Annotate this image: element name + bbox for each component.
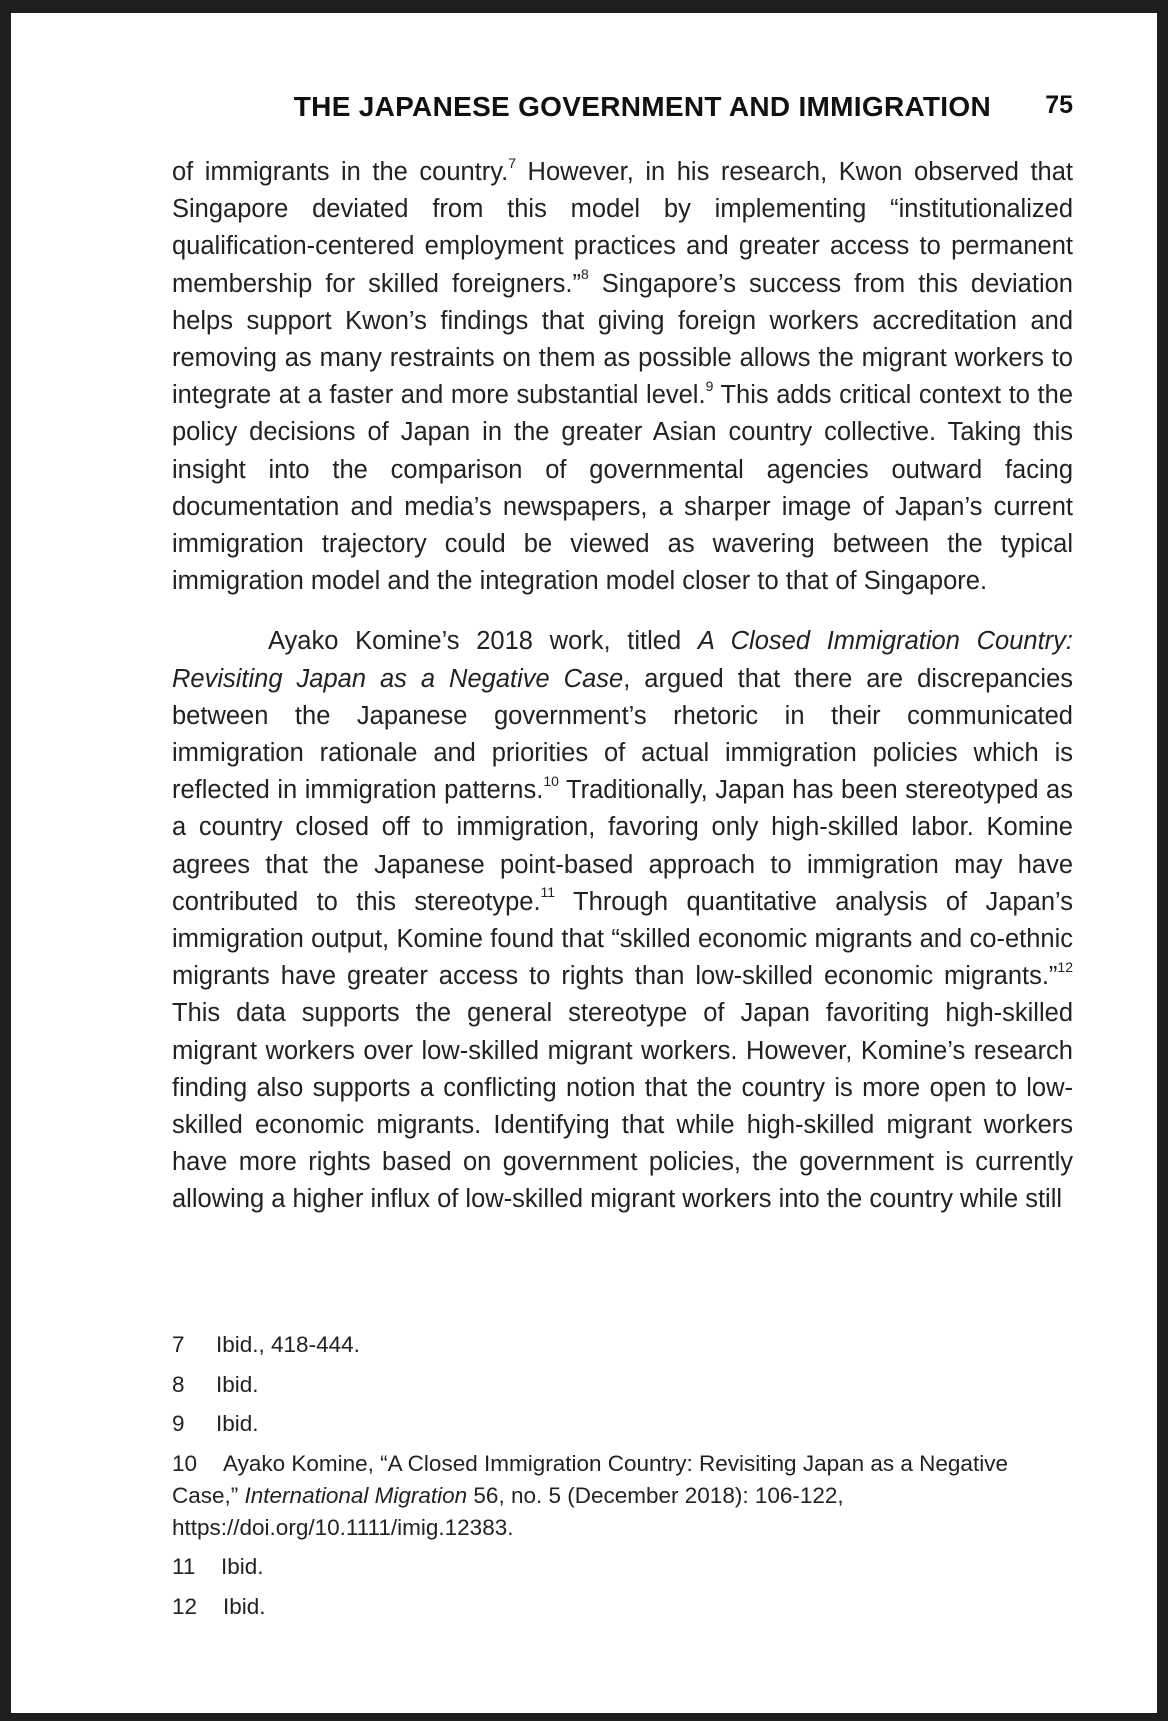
body-text [172,154,1073,1219]
paragraph [172,623,1073,1218]
running-header [172,91,1073,127]
footnote [172,1408,1073,1440]
footnote-text: Ibid. [216,1371,259,1397]
footnote-ref[interactable]: 9 [705,377,714,394]
work-title: A Closed Immigration Country: Revisiting Japan as a Negative Case [172,627,1073,693]
footnote-text: Ayako Komine, “A Closed Immigration Country: Revisiting Japan as a Negative Case,” [172,1450,1008,1508]
footnote-number: 9 [172,1411,185,1436]
journal-title: International Migration [244,1482,468,1508]
footnote-ref[interactable]: 10 [543,772,559,789]
footnote-ref[interactable]: 12 [1057,958,1073,975]
footnote [172,1448,1073,1544]
footnotes [172,1329,1073,1630]
paragraph-text: This adds critical context to the policy decisions of Japan in the greater Asian country collective. Taking this insight into the comparison of governmental agencies outward facing documentation and media’s newspapers, a sharper image of Japan’s current immigration trajectory could be viewed as wavering between the typical immigration model and the integration model closer to that of Singapore. [172,381,1073,596]
document-page [11,13,1157,1713]
paragraph-text: This data supports the general stereotype of Japan favoriting high-skilled migrant workers over low-skilled migrant workers. However, Komine’s research finding also supports a conflicting notion that the country is more open to low-skilled economic migrants. Identifying that while high-skilled migrant workers have more rights based on government policies, the government is currently allowing a higher influx of low-skilled migrant workers into the country while still [172,999,1073,1214]
paragraph-text: However, in his research, Kwon observed that Singapore deviated from this model by implementing “institutionalized qualification-centered employment practices and greater access to permanent membership for skilled foreigners.” [172,158,1073,298]
paragraph-text: , argued that there are discrepancies between the Japanese government’s rhetoric in their communicated immigration rationale and priorities of actual immigration policies which is reflected in immigration patterns. [172,664,1073,805]
footnote [172,1329,1073,1361]
running-header-title: THE JAPANESE GOVERNMENT AND IMMIGRATION [293,91,991,122]
footnote-number: 12 [172,1593,198,1619]
paragraph-text: Through quantitative analysis of Japan’s immigration output, Komine found that “skilled economic migrants and co-ethnic migrants have greater access to rights than low-skilled economic migrants.” [172,887,1073,991]
page-number: 75 [1045,91,1073,119]
footnote [172,1591,1073,1623]
footnote-text: Ibid. [221,1554,264,1579]
footnote-text: Ibid., 418-444. [216,1332,360,1357]
footnote-text: Ibid. [223,1593,266,1619]
footnote-number: 8 [172,1371,185,1397]
footnote-ref[interactable]: 8 [580,266,589,283]
footnote-ref[interactable]: 11 [540,884,556,901]
footnote-number: 10 [172,1450,198,1476]
paragraph-text: Singapore’s success from this deviation helps support Kwon’s findings that giving foreign workers accreditation and removing as many restraints on them as possible allows the migrant workers to integrate at a faster and more substantial level. [172,269,1073,410]
paragraph-text: Ayako Komine’s 2018 work, titled [268,627,698,656]
footnote-text: Ibid. [216,1411,259,1436]
footnote-number: 11 [172,1554,196,1579]
footnote-ref[interactable]: 7 [508,154,516,171]
footnote [172,1369,1073,1401]
footnote [172,1551,1073,1583]
footnote-text[interactable]: 56, no. 5 (December 2018): 106-122, https://doi.org/10.1111/imig.12383. [172,1482,844,1540]
paragraph-text: Traditionally, Japan has been stereotyped as a country closed off to immigration, favoring only high-skilled labor. Komine agrees that the Japanese point-based approach to immigration may have contributed to this stereotype. [172,776,1073,916]
footnote-number: 7 [172,1332,185,1357]
paragraph-text: of immigrants in the country. [172,158,509,186]
paragraph [172,154,1073,600]
